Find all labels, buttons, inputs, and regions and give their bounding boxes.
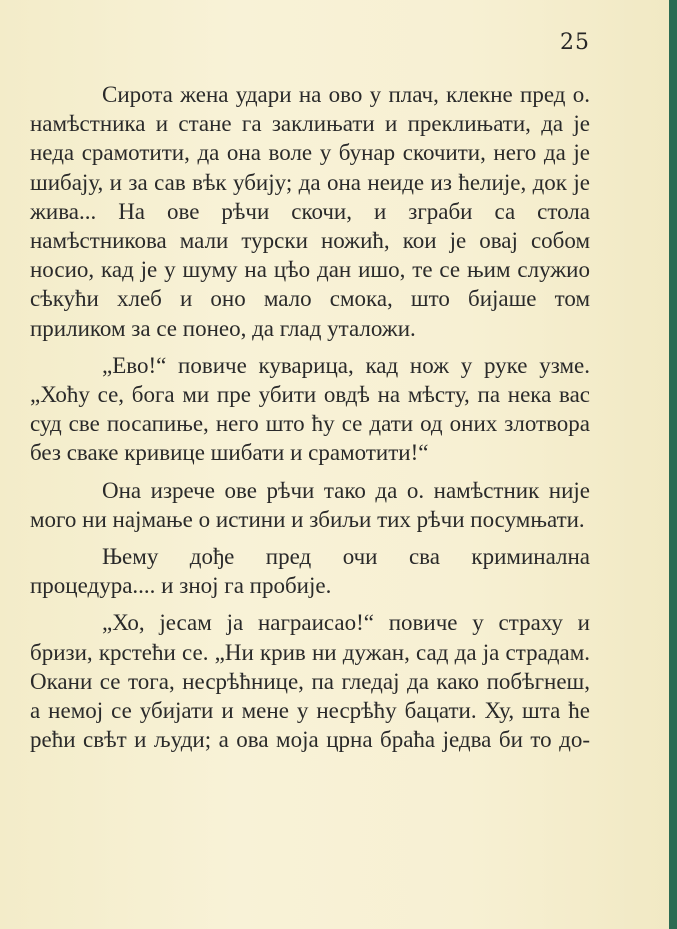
- paragraph-5: „Хо, јесам ја награисао!“ повиче у страху и бризи, крстећи се. „Ни крив ни дужан, сад да ја страдам. Окани се тога, несрѣћнице, па гледај да како побѣгнеш, а немој се убијати и мене у несрѣћу бацати. Ху, шта ће рећи свѣт и људи; а ова моја црна браћа једва би то до-: [30, 610, 590, 753]
- paragraph-2: „Ево!“ повиче куварица, кад нож у руке узме. „Хоћу се, бога ми пре убити овдѣ на мѣсту, па нека вас суд све посапиње, него што ћу се дати од оних злотвора без сваке кривице шибати и срамотити!“: [30, 352, 590, 466]
- page-text: [30, 80, 590, 762]
- paragraph-4: Њему дође пред очи сва криминална процедура.... и зној га пробије.: [30, 544, 590, 599]
- page-number: 25: [560, 30, 590, 55]
- paragraph-3: Она изрече ове рѣчи тако да о. намѣстник није мого ни најмање о истини и збиљи тих рѣчи посумњати.: [30, 477, 590, 532]
- paragraph-1: Сирота жена удари на ово у плач, клекне пред о. намѣстника и стане га заклињати и преклињати, да је неда срамотити, да она воле у бунар скочити, него да је шибају, и за сав вѣк убију; да она неиде из ћелије, док је жива... На ове рѣчи скочи, и зграби са стола намѣстникова мали турски ножић, кои је овај собом носио, кад је у шуму на цѣо дан ишо, те се њим служио сѣкући хлеб и оно мало смока, што бијаше том приликом за се понео, да глад уталожи.: [30, 82, 590, 341]
- book-edge: [669, 0, 677, 929]
